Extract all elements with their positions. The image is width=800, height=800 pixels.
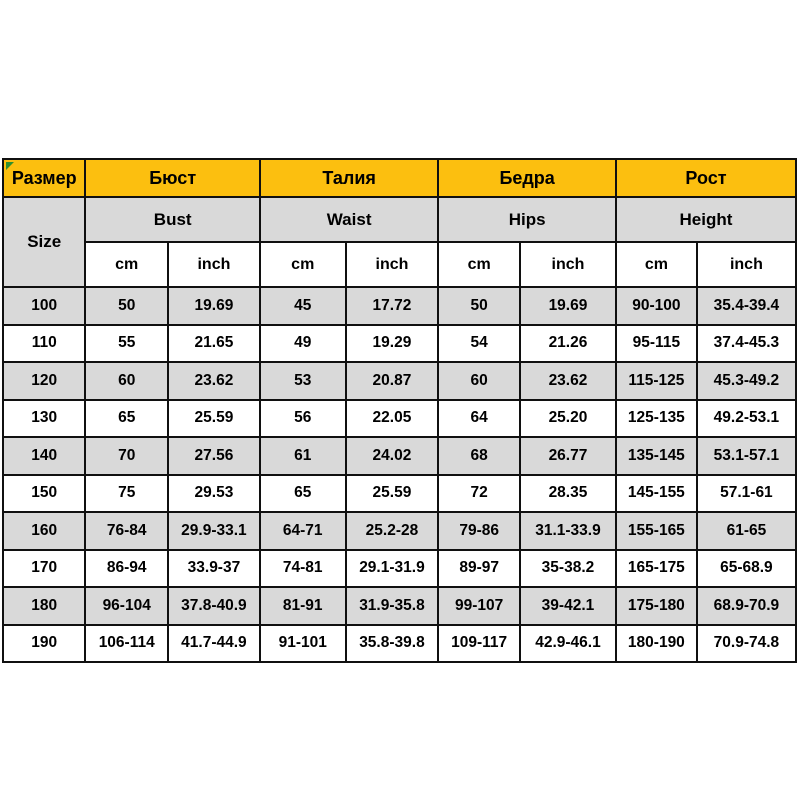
cell-height-inch: 37.4-45.3 xyxy=(697,325,796,363)
cell-size: 160 xyxy=(3,512,85,550)
cell-height-inch: 45.3-49.2 xyxy=(697,362,796,400)
cell-hips-cm: 54 xyxy=(438,325,520,363)
cell-bust-inch: 33.9-37 xyxy=(168,550,260,588)
unit-cell-bust-cm: cm xyxy=(85,242,167,287)
cell-waist-cm: 61 xyxy=(260,437,346,475)
cell-height-cm: 90-100 xyxy=(616,287,697,325)
cell-size: 180 xyxy=(3,587,85,625)
cell-bust-inch: 23.62 xyxy=(168,362,260,400)
table-row xyxy=(3,625,796,663)
cell-bust-inch: 41.7-44.9 xyxy=(168,625,260,663)
table-header xyxy=(3,159,796,287)
cell-bust-inch: 19.69 xyxy=(168,287,260,325)
header-row-russian xyxy=(3,159,796,197)
cell-height-cm: 155-165 xyxy=(616,512,697,550)
cell-bust-cm: 75 xyxy=(85,475,167,513)
cell-height-cm: 125-135 xyxy=(616,400,697,438)
cell-height-inch: 61-65 xyxy=(697,512,796,550)
cell-hips-cm: 60 xyxy=(438,362,520,400)
cell-size: 110 xyxy=(3,325,85,363)
cell-height-inch: 53.1-57.1 xyxy=(697,437,796,475)
cell-waist-cm: 74-81 xyxy=(260,550,346,588)
unit-cell-hips-cm: cm xyxy=(438,242,520,287)
cell-hips-cm: 64 xyxy=(438,400,520,438)
cell-hips-cm: 50 xyxy=(438,287,520,325)
table-row xyxy=(3,550,796,588)
unit-cell-waist-inch: inch xyxy=(346,242,439,287)
header-cell-size: Size xyxy=(3,197,85,287)
cell-waist-inch: 24.02 xyxy=(346,437,439,475)
cell-bust-cm: 50 xyxy=(85,287,167,325)
cell-hips-cm: 68 xyxy=(438,437,520,475)
cell-hips-cm: 89-97 xyxy=(438,550,520,588)
cell-hips-cm: 99-107 xyxy=(438,587,520,625)
cell-bust-inch: 25.59 xyxy=(168,400,260,438)
green-corner-icon xyxy=(6,162,14,170)
cell-size: 170 xyxy=(3,550,85,588)
header-cell-rost: Рост xyxy=(616,159,796,197)
table-row xyxy=(3,400,796,438)
size-table-body xyxy=(3,287,796,662)
header-cell-waist: Waist xyxy=(260,197,438,242)
cell-height-cm: 165-175 xyxy=(616,550,697,588)
cell-waist-cm: 53 xyxy=(260,362,346,400)
cell-hips-inch: 31.1-33.9 xyxy=(520,512,616,550)
cell-hips-inch: 23.62 xyxy=(520,362,616,400)
cell-bust-cm: 96-104 xyxy=(85,587,167,625)
table-row xyxy=(3,475,796,513)
unit-cell-height-cm: cm xyxy=(616,242,697,287)
cell-size: 120 xyxy=(3,362,85,400)
cell-bust-cm: 70 xyxy=(85,437,167,475)
cell-waist-cm: 65 xyxy=(260,475,346,513)
cell-size: 140 xyxy=(3,437,85,475)
cell-height-cm: 175-180 xyxy=(616,587,697,625)
cell-hips-inch: 19.69 xyxy=(520,287,616,325)
cell-waist-inch: 25.2-28 xyxy=(346,512,439,550)
cell-hips-inch: 28.35 xyxy=(520,475,616,513)
header-cell-razmer xyxy=(3,159,85,197)
cell-hips-inch: 39-42.1 xyxy=(520,587,616,625)
table-row xyxy=(3,587,796,625)
header-cell-hips: Hips xyxy=(438,197,616,242)
unit-cell-bust-inch: inch xyxy=(168,242,260,287)
cell-waist-inch: 22.05 xyxy=(346,400,439,438)
cell-hips-cm: 109-117 xyxy=(438,625,520,663)
cell-size: 190 xyxy=(3,625,85,663)
table-row xyxy=(3,512,796,550)
header-row-english xyxy=(3,197,796,242)
table-row xyxy=(3,362,796,400)
table-row xyxy=(3,325,796,363)
cell-bust-cm: 65 xyxy=(85,400,167,438)
cell-bust-cm: 106-114 xyxy=(85,625,167,663)
cell-waist-cm: 81-91 xyxy=(260,587,346,625)
cell-hips-inch: 21.26 xyxy=(520,325,616,363)
cell-height-cm: 95-115 xyxy=(616,325,697,363)
header-label-razmer: Размер xyxy=(11,167,77,188)
cell-waist-cm: 91-101 xyxy=(260,625,346,663)
cell-height-cm: 135-145 xyxy=(616,437,697,475)
cell-height-cm: 145-155 xyxy=(616,475,697,513)
cell-waist-cm: 49 xyxy=(260,325,346,363)
cell-height-cm: 115-125 xyxy=(616,362,697,400)
cell-waist-inch: 31.9-35.8 xyxy=(346,587,439,625)
cell-hips-inch: 26.77 xyxy=(520,437,616,475)
cell-height-inch: 49.2-53.1 xyxy=(697,400,796,438)
cell-size: 100 xyxy=(3,287,85,325)
cell-size: 130 xyxy=(3,400,85,438)
cell-waist-inch: 19.29 xyxy=(346,325,439,363)
table-row xyxy=(3,287,796,325)
cell-bust-cm: 76-84 xyxy=(85,512,167,550)
header-cell-taliya: Талия xyxy=(260,159,438,197)
cell-hips-inch: 25.20 xyxy=(520,400,616,438)
cell-size: 150 xyxy=(3,475,85,513)
cell-waist-cm: 56 xyxy=(260,400,346,438)
cell-height-inch: 68.9-70.9 xyxy=(697,587,796,625)
unit-cell-waist-cm: cm xyxy=(260,242,346,287)
cell-waist-inch: 17.72 xyxy=(346,287,439,325)
cell-waist-inch: 29.1-31.9 xyxy=(346,550,439,588)
cell-waist-inch: 20.87 xyxy=(346,362,439,400)
cell-bust-cm: 55 xyxy=(85,325,167,363)
cell-height-inch: 57.1-61 xyxy=(697,475,796,513)
cell-bust-inch: 29.53 xyxy=(168,475,260,513)
size-chart-table xyxy=(2,158,797,663)
unit-cell-height-inch: inch xyxy=(697,242,796,287)
cell-waist-inch: 25.59 xyxy=(346,475,439,513)
cell-height-inch: 70.9-74.8 xyxy=(697,625,796,663)
cell-bust-inch: 37.8-40.9 xyxy=(168,587,260,625)
cell-height-inch: 65-68.9 xyxy=(697,550,796,588)
cell-bust-inch: 21.65 xyxy=(168,325,260,363)
cell-height-cm: 180-190 xyxy=(616,625,697,663)
header-cell-byust: Бюст xyxy=(85,159,259,197)
header-row-units xyxy=(3,242,796,287)
cell-waist-cm: 64-71 xyxy=(260,512,346,550)
header-cell-height: Height xyxy=(616,197,796,242)
cell-hips-inch: 35-38.2 xyxy=(520,550,616,588)
cell-waist-inch: 35.8-39.8 xyxy=(346,625,439,663)
cell-height-inch: 35.4-39.4 xyxy=(697,287,796,325)
cell-bust-inch: 27.56 xyxy=(168,437,260,475)
cell-bust-cm: 60 xyxy=(85,362,167,400)
cell-hips-cm: 79-86 xyxy=(438,512,520,550)
cell-bust-cm: 86-94 xyxy=(85,550,167,588)
cell-hips-cm: 72 xyxy=(438,475,520,513)
unit-cell-hips-inch: inch xyxy=(520,242,616,287)
header-cell-bedra: Бедра xyxy=(438,159,616,197)
cell-bust-inch: 29.9-33.1 xyxy=(168,512,260,550)
cell-waist-cm: 45 xyxy=(260,287,346,325)
cell-hips-inch: 42.9-46.1 xyxy=(520,625,616,663)
header-cell-bust: Bust xyxy=(85,197,259,242)
table-row xyxy=(3,437,796,475)
